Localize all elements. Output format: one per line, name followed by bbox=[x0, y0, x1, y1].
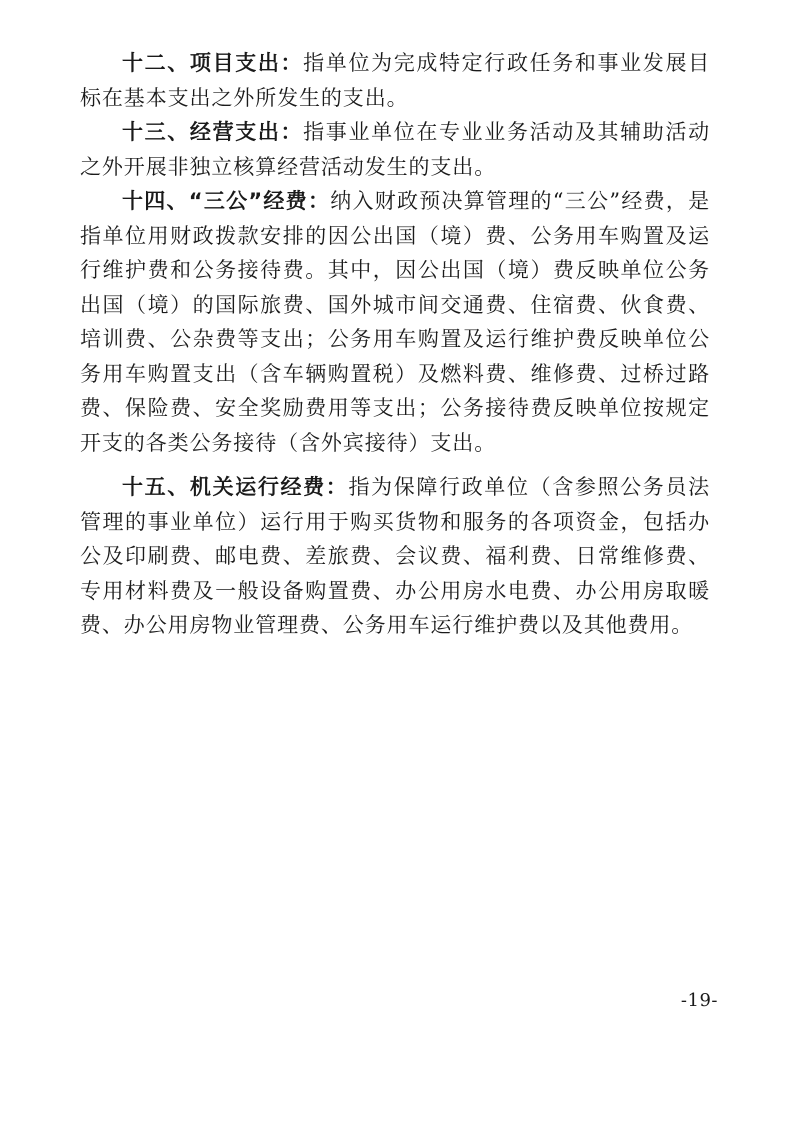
term-definition: 纳入财政预决算管理的“三公”经费，是指单位用财政拨款安排的因公出国（境）费、公务用车购置及运行维护费和公务接待费。其中，因公出国（境）费反映单位公务出国（境）的国际旅费、国外城市间交通费、住宿费、伙食费、培训费、公杂费等支出；公务用车购置及运行维护费反映单位公务用车购置支出（含车辆购置税）及燃料费、维修费、过桥过路费、保险费、安全奖励费用等支出；公务接待费反映单位按规定开支的各类公务接待（含外宾接待）支出。 bbox=[80, 189, 710, 455]
term-label: 十四、“三公”经费： bbox=[122, 189, 331, 213]
term-definition: 指事业单位在专业业务活动及其辅助活动之外开展非独立核算经营活动发生的支出。 bbox=[80, 120, 710, 179]
document-body bbox=[80, 46, 710, 643]
term-label: 十三、经营支出： bbox=[122, 120, 304, 144]
term-definition: 指为保障行政单位（含参照公务员法管理的事业单位）运行用于购买货物和服务的各项资金，包括办公及印刷费、邮电费、差旅费、会议费、福利费、日常维修费、专用材料费及一般设备购置费、办公用房水电费、办公用房取暖费、办公用房物业管理费、公务用车运行维护费以及其他费用。 bbox=[80, 475, 710, 637]
paragraph-three-public-expenses bbox=[80, 184, 710, 460]
paragraph-operating-expenditure bbox=[80, 115, 710, 184]
page-number: -19- bbox=[680, 990, 718, 1011]
term-label: 十五、机关运行经费： bbox=[122, 475, 349, 499]
paragraph-agency-operating-funds bbox=[80, 470, 710, 643]
term-label: 十二、项目支出： bbox=[122, 51, 304, 75]
paragraph-project-expenditure bbox=[80, 46, 710, 115]
term-definition: 指单位为完成特定行政任务和事业发展目标在基本支出之外所发生的支出。 bbox=[80, 51, 710, 110]
